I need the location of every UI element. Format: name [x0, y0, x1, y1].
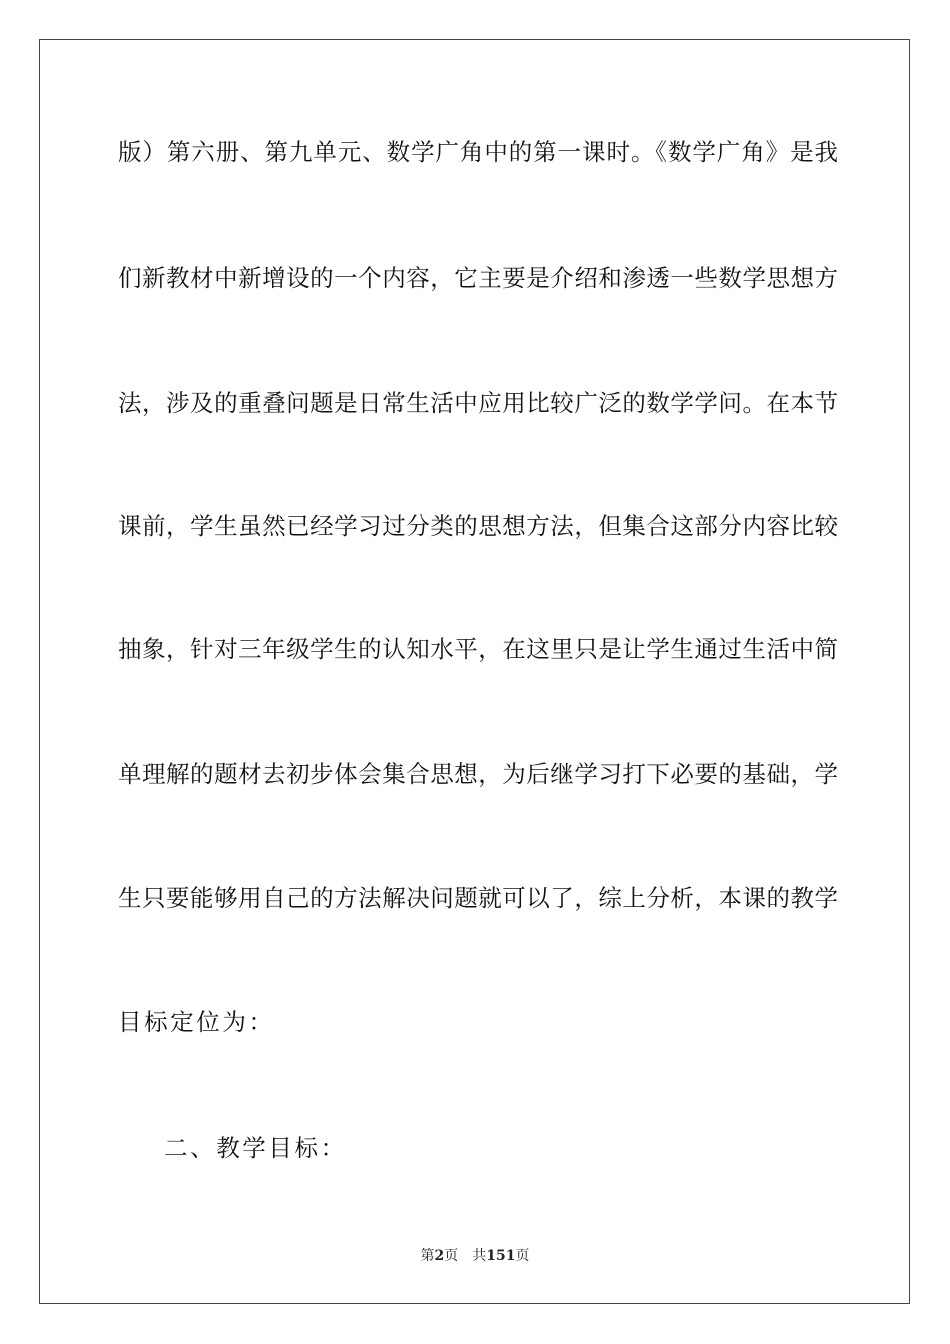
- paragraph-line: 单理解的题材去初步体会集合思想，为后继学习打下必要的基础，学: [118, 760, 838, 788]
- paragraph-line: 目标定位为：: [118, 1008, 275, 1036]
- paragraph-line: 生只要能够用自己的方法解决问题就可以了，综上分析，本课的教学: [118, 884, 838, 912]
- section-heading: 二、教学目标：: [164, 1134, 347, 1162]
- total-prefix: 共: [472, 1248, 487, 1264]
- paragraph-line: 抽象，针对三年级学生的认知水平，在这里只是让学生通过生活中简: [118, 635, 838, 663]
- paragraph-line: 版）第六册、第九单元、数学广角中的第一课时。《数学广角》是我: [118, 138, 838, 166]
- page-suffix: 页: [444, 1248, 459, 1264]
- paragraph-line: 课前，学生虽然已经学习过分类的思想方法，但集合这部分内容比较: [118, 512, 838, 540]
- total-suffix: 页: [515, 1248, 530, 1264]
- page-number: 2: [434, 1248, 445, 1264]
- paragraph-line: 法，涉及的重叠问题是日常生活中应用比较广泛的数学学问。在本节: [118, 389, 838, 417]
- page-border: [39, 39, 910, 1304]
- total-pages: 151: [486, 1248, 516, 1264]
- paragraph-line: 们新教材中新增设的一个内容，它主要是介绍和渗透一些数学思想方: [118, 264, 838, 292]
- page-footer: [0, 1246, 950, 1266]
- page-prefix: 第: [420, 1248, 435, 1264]
